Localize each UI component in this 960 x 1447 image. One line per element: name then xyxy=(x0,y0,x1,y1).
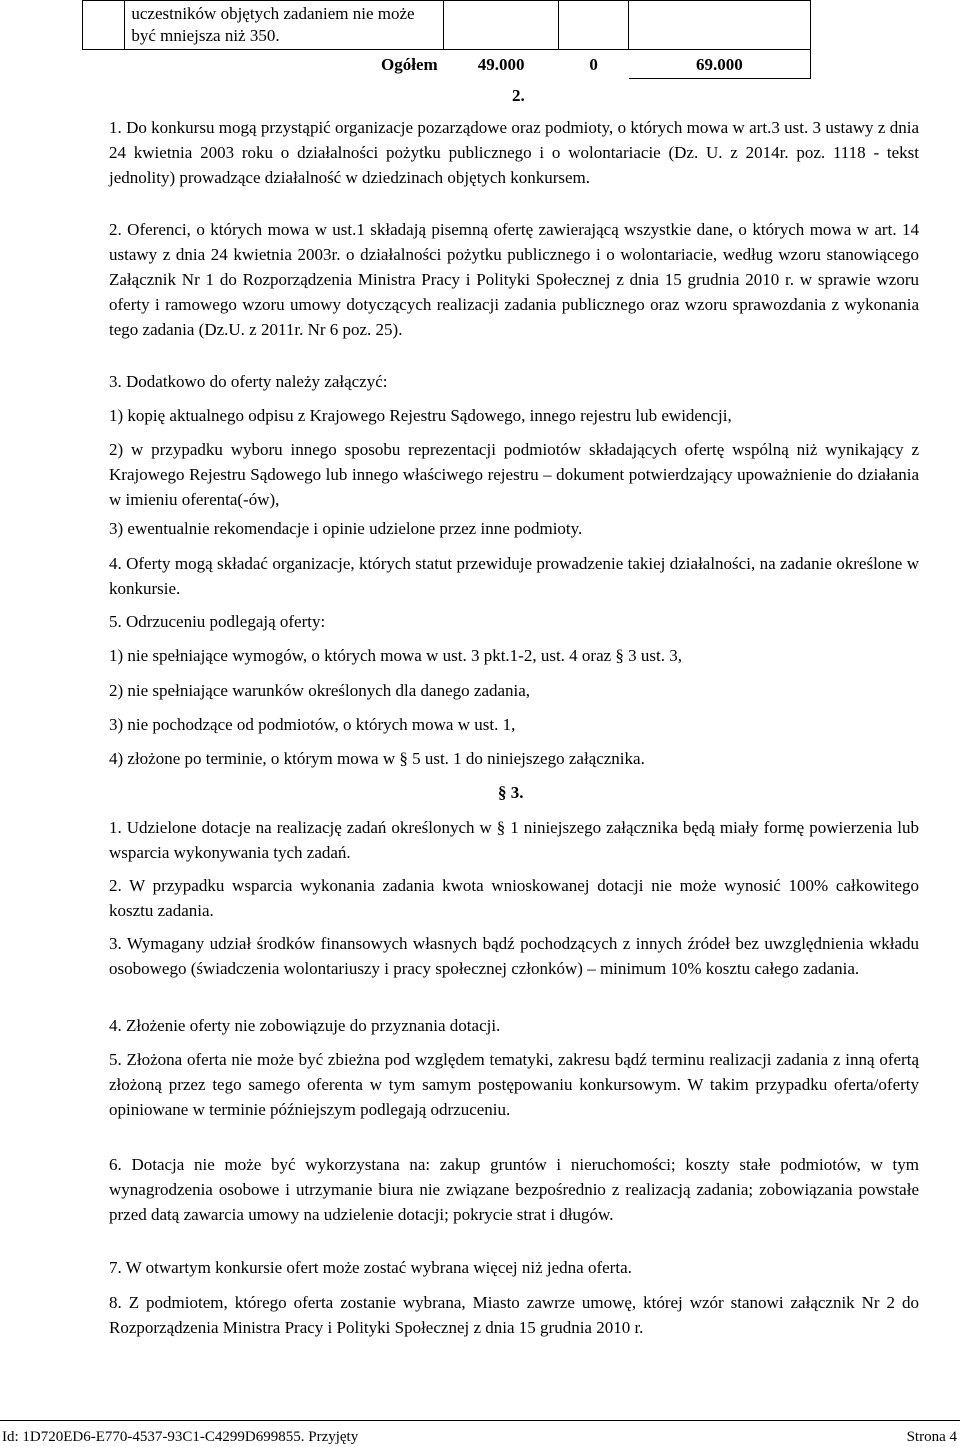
paragraph: 5. Złożona oferta nie może być zbieżna pod względem tematyki, zakresu bądź terminu realizacji zadania z inną ofertą złożoną przez tego samego oferenta w tym samym postępowaniu konkursowym. W takim przypadku oferta/oferty opiniowane w terminie późniejszym podlegają odrzuceniu. xyxy=(109,1050,919,1119)
budget-table xyxy=(82,0,811,79)
list-item: 1) kopię aktualnego odpisu z Krajowego Rejestru Sądowego, innego rejestru lub ewidencji, xyxy=(109,406,732,425)
list-item: 3) nie pochodzące od podmiotów, o których mowa w ust. 1, xyxy=(109,715,516,734)
table-total-row xyxy=(83,50,811,79)
list-item: 3) ewentualnie rekomendacje i opinie udzielone przez inne podmioty. xyxy=(109,519,583,538)
paragraph: 7. W otwartym konkursie ofert może zostać wybrana więcej niż jedna oferta. xyxy=(109,1258,632,1277)
page-footer xyxy=(0,1420,960,1445)
paragraph: 1. Do konkursu mogą przystąpić organizacje pozarządowe oraz podmioty, o których mowa w art.3 ust. 3 ustawy z dnia 24 kwietnia 2003 roku o działalności pożytku publicznego i o wolontariacie (Dz. U. z 2014r. poz. 1118 - tekst jednolity) prowadzące działalność w dziedzinach objętych konkursem. xyxy=(109,118,919,187)
total-value: 69.000 xyxy=(629,50,811,79)
list-item: 2) nie spełniające warunków określonych dla danego zadania, xyxy=(109,681,531,700)
paragraph: 2. W przypadku wsparcia wykonania zadania kwota wnioskowanej dotacji nie może wynosić 100% całkowitego kosztu zadania. xyxy=(109,876,919,920)
paragraph: 1. Udzielone dotacje na realizację zadań określonych w § 1 niniejszego załącznika będą miały formę powierzenia lub wsparcia wykonywania tych zadań. xyxy=(109,818,919,862)
paragraph: 4. Złożenie oferty nie zobowiązuje do przyznania dotacji. xyxy=(109,1016,501,1035)
total-label: Ogółem xyxy=(381,55,438,74)
paragraph: 3. Wymagany udział środków finansowych własnych bądź pochodzących z innych źródeł bez uwzględnienia wkładu osobowego (świadczenia wolontariuszy i pracy społecznej członków) – minimum 10% kosztu całego zadania. xyxy=(109,934,919,978)
paragraph: 4. Oferty mogą składać organizacje, których statut przewiduje prowadzenie takiej działalności, na zadanie określone w konkursie. xyxy=(109,554,919,598)
list-item: 2) w przypadku wyboru innego sposobu reprezentacji podmiotów składających ofertę wspólną niż wynikający z Krajowego Rejestru Sądowego lub innego właściwego rejestru – dokument potwierdzający upoważnienie do działania w imieniu oferenta(-ów), xyxy=(109,440,919,509)
paragraph: 2. Oferenci, o których mowa w ust.1 składają pisemną ofertę zawierającą wszystkie dane, o których mowa w art. 14 ustawy z dnia 24 kwietnia 2003r. o działalności pożytku publicznego i o wolontariacie, według wzoru stanowiącego Załącznik Nr 1 do Rozporządzenia Ministra Pracy i Polityki Społecznej z dnia 15 grudnia 2010 r. w sprawie wzoru oferty i ramowego wzoru umowy dotyczących realizacji zadania publicznego oraz wzoru sprawozdania z wykonania tego zadania (Dz.U. z 2011r. Nr 6 poz. 25). xyxy=(109,220,919,339)
section-heading: 2. xyxy=(512,86,525,105)
section-heading: § 3. xyxy=(498,783,524,802)
paragraph: 8. Z podmiotem, którego oferta zostanie wybrana, Miasto zawrze umowę, której wzór stanowi załącznik Nr 2 do Rozporządzenia Ministra Pracy i Polityki Społecznej z dnia 15 grudnia 2010 r. xyxy=(109,1293,919,1337)
paragraph: 5. Odrzuceniu podlegają oferty: xyxy=(109,612,326,631)
paragraph: 3. Dodatkowo do oferty należy załączyć: xyxy=(109,372,388,391)
total-value: 0 xyxy=(589,55,598,74)
page-number: Strona 4 xyxy=(906,1429,957,1445)
total-value: 49.000 xyxy=(477,55,525,74)
paragraph: 6. Dotacja nie może być wykorzystana na: zakup gruntów i nieruchomości; koszty stałe podmiotów, w tym wynagrodzenia osobowe i utrzymanie biura nie związane bezpośrednio z realizacją zadania; zobowiązania powstałe przed datą zawarcia umowy na udzielenie dotacji; pokrycie strat i długów. xyxy=(109,1155,919,1224)
table-row xyxy=(83,1,811,50)
table-cell-label: uczestników objętych zadaniem nie może być mniejsza niż 350. xyxy=(125,1,444,50)
list-item: 4) złożone po terminie, o którym mowa w § 5 ust. 1 do niniejszego załącznika. xyxy=(109,749,645,768)
document-id: Id: 1D720ED6-E770-4537-93C1-C4299D699855. Przyjęty xyxy=(2,1429,359,1445)
list-item: 1) nie spełniające wymogów, o których mowa w ust. 3 pkt.1-2, ust. 4 oraz § 3 ust. 3, xyxy=(109,646,683,665)
